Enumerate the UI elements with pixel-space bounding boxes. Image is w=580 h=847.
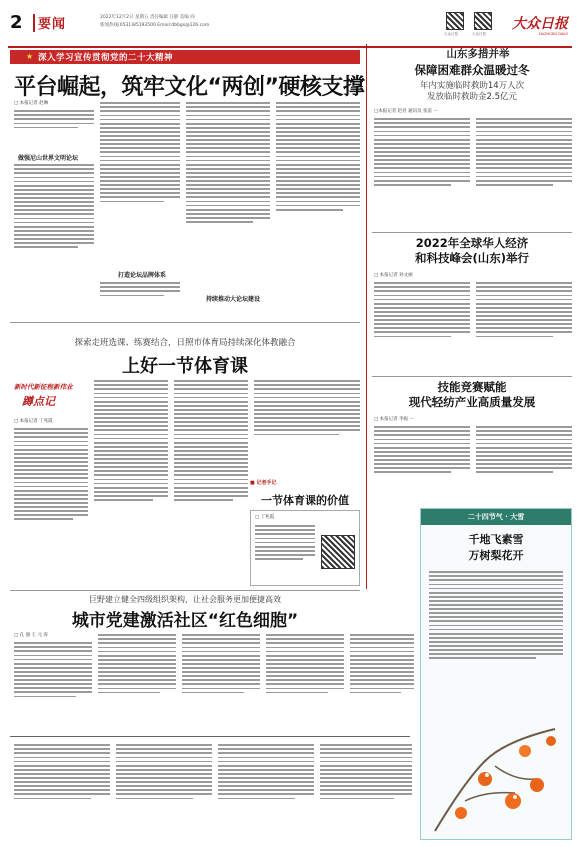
welfare-subtitle (372, 81, 572, 103)
reporter-note-byline: □ 丁兆霞 (255, 515, 275, 520)
page-number: 2 (10, 12, 23, 33)
solar-term-label: 二十四节气 · 大雪 (467, 513, 525, 521)
party-column-2 (98, 632, 176, 732)
welfare-column-2 (476, 116, 572, 228)
right-divider-2 (372, 376, 572, 377)
summit-column-1 (374, 280, 470, 372)
party-bottom-column-2 (116, 742, 212, 840)
party-emblem-icon: ★ (26, 52, 34, 61)
masthead-logo-sub: DAZHONG DAILY (539, 32, 568, 36)
series-seal-line-2: 蹲点记 (22, 395, 55, 408)
sport-kicker: 探索走班选课、练赛结合，日照市体育局持续深化体教融合 (74, 338, 296, 348)
lead-subhead-3: 持续推动大论坛建设 (206, 296, 261, 303)
reporter-note-box (250, 510, 360, 586)
lead-column-2a (100, 100, 180, 270)
banner-text: 深入学习宣传贯彻党的二十大精神 (38, 53, 174, 63)
summit-headline[interactable] (372, 236, 572, 266)
skills-headline-1: 技能竞赛赋能 (437, 380, 507, 394)
party-column-3 (182, 632, 260, 732)
reporter-note-headline[interactable]: 一节体育课的价值 (261, 494, 349, 507)
qr-label-2: 大众日报 (472, 32, 486, 36)
section-divider-2 (10, 590, 360, 591)
summit-headline-2: 和科技峰会(山东)举行 (414, 251, 529, 265)
skills-column-2 (476, 424, 572, 504)
page-header (8, 8, 572, 48)
party-bottom-column-1 (14, 742, 110, 840)
qr-label-1: 大众日报 (444, 32, 458, 36)
welfare-byline: □本报记者 赵君 通讯员 张雷 ··· (374, 109, 438, 114)
right-divider-1 (372, 232, 572, 233)
header-meta-line-1: 2022年12月2日 星期五 责任编辑 汪静 美编 尚 (100, 15, 195, 20)
lead-column-4 (276, 100, 360, 292)
solar-term-band (421, 509, 571, 525)
persimmon-illustration (425, 721, 567, 837)
qr-code-icon[interactable] (446, 12, 464, 30)
party-bottom-column-3 (218, 742, 314, 840)
reporter-note-tag: ■ 记者手记 (250, 480, 277, 486)
solar-term-title-2: 万树梨花开 (468, 549, 524, 562)
party-byline: □ 孔 强 王 元 涛 (14, 633, 48, 638)
party-bottom-column-4 (320, 742, 412, 840)
party-column-4 (266, 632, 344, 732)
sport-column-3 (174, 378, 248, 586)
lead-byline: □ 本报记者 赵琳 (14, 101, 49, 106)
summit-headline-1: 2022年全球华人经济 (415, 236, 529, 250)
sport-column-4 (254, 378, 360, 476)
welfare-subtitle-2: 发放临时救助金2.5亿元 (426, 92, 518, 102)
party-column-1 (14, 640, 92, 732)
header-divider (33, 14, 35, 32)
party-headline[interactable]: 城市党建激活社区“红色细胞” (71, 611, 299, 631)
party-kicker: 巨野建立健全四级组织架构，让社会服务更加便捷高效 (89, 595, 281, 604)
qr-code-icon[interactable] (474, 12, 492, 30)
sport-column-1 (14, 426, 88, 586)
lead-column-3 (186, 100, 270, 306)
skills-byline: □ 本报记者 李振 ··· (374, 417, 414, 422)
lead-headline[interactable]: 平台崛起，筑牢文化“两创”硬核支撑 (14, 75, 365, 100)
column-divider (366, 44, 367, 589)
masthead-logo: 大众日报 (512, 16, 568, 32)
solar-term-box (420, 508, 572, 840)
welfare-headline[interactable]: 保障困难群众温暖过冬 (414, 63, 530, 77)
bottom-divider (10, 736, 410, 737)
theme-banner (10, 50, 360, 64)
header-meta (100, 14, 209, 30)
solar-term-text (429, 569, 563, 717)
sport-headline[interactable]: 上好一节体育课 (122, 356, 248, 377)
summit-byline: □ 本报记者 孙文丽 (374, 273, 413, 278)
series-seal (14, 382, 82, 412)
welfare-kicker: 山东多措并举 (446, 48, 510, 60)
solar-term-title-1[interactable]: 千地飞素雪 (468, 533, 524, 546)
section-name: 要闻 (38, 17, 67, 32)
qr-code-icon[interactable] (321, 535, 355, 569)
section-divider (10, 322, 360, 323)
skills-headline-2: 现代轻纺产业高质量发展 (408, 395, 536, 409)
summit-column-2 (476, 280, 572, 372)
header-meta-line-2: 新闻热线(0531)85193500 Email:dbbgs@126.com (100, 23, 210, 28)
sport-byline: □ 本报记者 丁兆霞 (14, 419, 53, 424)
lead-subhead-2: 打造论坛品牌体系 (118, 272, 167, 279)
lead-column-1b (14, 162, 94, 302)
lead-column-2b (100, 280, 180, 306)
skills-column-1 (374, 424, 470, 504)
welfare-subtitle-1: 年内实施临时救助14万人次 (419, 81, 525, 91)
sport-column-2 (94, 378, 168, 586)
skills-headline[interactable] (372, 380, 572, 410)
party-column-5 (350, 632, 414, 732)
reporter-note-text (255, 523, 315, 583)
series-seal-line-1: 新时代新征程新伟业 (14, 383, 73, 391)
lead-column-1a (14, 108, 94, 150)
welfare-column-1 (374, 116, 470, 228)
lead-subhead-1: 做强尼山世界文明论坛 (18, 155, 79, 162)
